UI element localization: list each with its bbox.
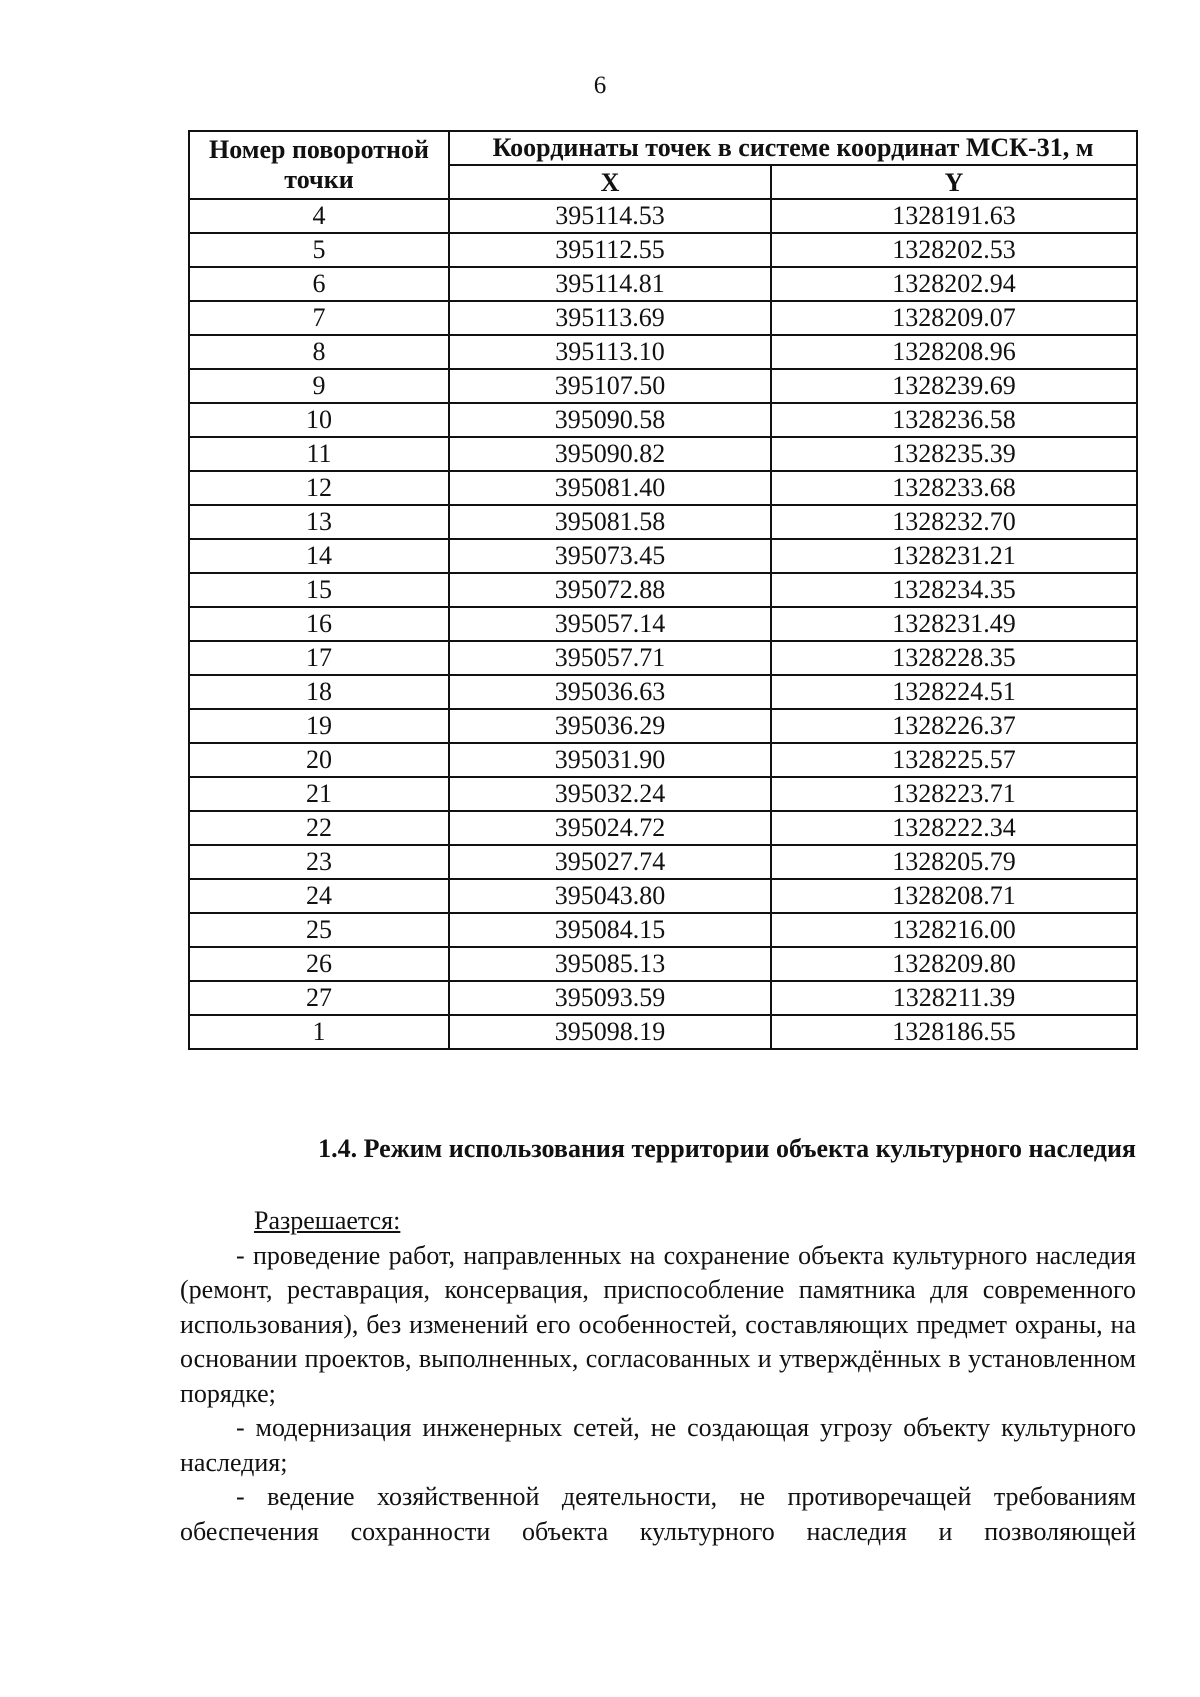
cell-x: 395084.15 bbox=[449, 913, 771, 947]
cell-point-number: 15 bbox=[189, 573, 449, 607]
cell-point-number: 16 bbox=[189, 607, 449, 641]
cell-y: 1328231.21 bbox=[771, 539, 1137, 573]
cell-y: 1328232.70 bbox=[771, 505, 1137, 539]
cell-y: 1328222.34 bbox=[771, 811, 1137, 845]
cell-x: 395031.90 bbox=[449, 743, 771, 777]
table-row bbox=[189, 743, 1137, 777]
coordinates-table bbox=[188, 130, 1138, 1050]
cell-y: 1328226.37 bbox=[771, 709, 1137, 743]
cell-x: 395098.19 bbox=[449, 1015, 771, 1049]
cell-point-number: 13 bbox=[189, 505, 449, 539]
cell-x: 395036.29 bbox=[449, 709, 771, 743]
header-y: Y bbox=[771, 165, 1137, 199]
cell-point-number: 12 bbox=[189, 471, 449, 505]
table-row bbox=[189, 335, 1137, 369]
cell-y: 1328223.71 bbox=[771, 777, 1137, 811]
table-row bbox=[189, 709, 1137, 743]
cell-y: 1328216.00 bbox=[771, 913, 1137, 947]
cell-y: 1328211.39 bbox=[771, 981, 1137, 1015]
header-coordinates: Координаты точек в системе координат МСК-31, м bbox=[449, 131, 1137, 165]
table-row bbox=[189, 811, 1137, 845]
table-row bbox=[189, 505, 1137, 539]
cell-y: 1328239.69 bbox=[771, 369, 1137, 403]
cell-y: 1328228.35 bbox=[771, 641, 1137, 675]
cell-y: 1328233.68 bbox=[771, 471, 1137, 505]
cell-point-number: 27 bbox=[189, 981, 449, 1015]
page-number: 6 bbox=[593, 72, 607, 99]
list-item: - модернизация инженерных сетей, не создающая угрозу объекту культурного наследия; bbox=[180, 1413, 1136, 1477]
cell-x: 395093.59 bbox=[449, 981, 771, 1015]
cell-y: 1328236.58 bbox=[771, 403, 1137, 437]
cell-point-number: 17 bbox=[189, 641, 449, 675]
table-row bbox=[189, 607, 1137, 641]
cell-y: 1328208.96 bbox=[771, 335, 1137, 369]
table-row bbox=[189, 573, 1137, 607]
section-body bbox=[180, 1204, 1136, 1549]
cell-point-number: 21 bbox=[189, 777, 449, 811]
cell-x: 395057.71 bbox=[449, 641, 771, 675]
cell-point-number: 6 bbox=[189, 267, 449, 301]
cell-point-number: 25 bbox=[189, 913, 449, 947]
cell-point-number: 7 bbox=[189, 301, 449, 335]
cell-x: 395073.45 bbox=[449, 539, 771, 573]
table-row bbox=[189, 675, 1137, 709]
cell-x: 395036.63 bbox=[449, 675, 771, 709]
table-row bbox=[189, 301, 1137, 335]
cell-y: 1328235.39 bbox=[771, 437, 1137, 471]
cell-point-number: 1 bbox=[189, 1015, 449, 1049]
cell-y: 1328186.55 bbox=[771, 1015, 1137, 1049]
cell-x: 395081.40 bbox=[449, 471, 771, 505]
table-row bbox=[189, 879, 1137, 913]
cell-point-number: 19 bbox=[189, 709, 449, 743]
cell-y: 1328225.57 bbox=[771, 743, 1137, 777]
cell-point-number: 24 bbox=[189, 879, 449, 913]
cell-x: 395081.58 bbox=[449, 505, 771, 539]
cell-x: 395027.74 bbox=[449, 845, 771, 879]
cell-x: 395107.50 bbox=[449, 369, 771, 403]
table-row bbox=[189, 845, 1137, 879]
table-row bbox=[189, 947, 1137, 981]
header-point-number: Номер поворотной точки bbox=[189, 131, 449, 199]
cell-x: 395057.14 bbox=[449, 607, 771, 641]
table-row bbox=[189, 913, 1137, 947]
table-row bbox=[189, 981, 1137, 1015]
cell-y: 1328202.94 bbox=[771, 267, 1137, 301]
cell-point-number: 5 bbox=[189, 233, 449, 267]
allowed-label: Разрешается: bbox=[254, 1206, 401, 1235]
cell-point-number: 18 bbox=[189, 675, 449, 709]
table-row bbox=[189, 539, 1137, 573]
cell-y: 1328231.49 bbox=[771, 607, 1137, 641]
table-row bbox=[189, 641, 1137, 675]
table-row bbox=[189, 1015, 1137, 1049]
table-row bbox=[189, 267, 1137, 301]
cell-point-number: 4 bbox=[189, 199, 449, 233]
cell-point-number: 26 bbox=[189, 947, 449, 981]
cell-point-number: 20 bbox=[189, 743, 449, 777]
table-row bbox=[189, 777, 1137, 811]
cell-x: 395114.53 bbox=[449, 199, 771, 233]
cell-point-number: 23 bbox=[189, 845, 449, 879]
cell-x: 395090.82 bbox=[449, 437, 771, 471]
cell-x: 395112.55 bbox=[449, 233, 771, 267]
cell-point-number: 10 bbox=[189, 403, 449, 437]
list-item: - ведение хозяйственной деятельности, не противоречащей требованиям обеспечения сохранности объекта культурного наследия и позволяющей bbox=[180, 1482, 1136, 1546]
cell-y: 1328234.35 bbox=[771, 573, 1137, 607]
cell-point-number: 22 bbox=[189, 811, 449, 845]
cell-x: 395032.24 bbox=[449, 777, 771, 811]
cell-point-number: 11 bbox=[189, 437, 449, 471]
header-x: X bbox=[449, 165, 771, 199]
cell-x: 395114.81 bbox=[449, 267, 771, 301]
table-row bbox=[189, 233, 1137, 267]
cell-y: 1328191.63 bbox=[771, 199, 1137, 233]
table-row bbox=[189, 437, 1137, 471]
cell-x: 395090.58 bbox=[449, 403, 771, 437]
cell-x: 395072.88 bbox=[449, 573, 771, 607]
section-heading: 1.4. Режим использования территории объекта культурного наследия bbox=[318, 1134, 1136, 1163]
cell-x: 395043.80 bbox=[449, 879, 771, 913]
cell-y: 1328202.53 bbox=[771, 233, 1137, 267]
cell-x: 395113.69 bbox=[449, 301, 771, 335]
cell-point-number: 9 bbox=[189, 369, 449, 403]
cell-y: 1328205.79 bbox=[771, 845, 1137, 879]
cell-x: 395113.10 bbox=[449, 335, 771, 369]
cell-x: 395024.72 bbox=[449, 811, 771, 845]
table-row bbox=[189, 369, 1137, 403]
cell-y: 1328208.71 bbox=[771, 879, 1137, 913]
cell-point-number: 14 bbox=[189, 539, 449, 573]
table-row bbox=[189, 471, 1137, 505]
table-row bbox=[189, 199, 1137, 233]
cell-point-number: 8 bbox=[189, 335, 449, 369]
table-body bbox=[189, 199, 1137, 1049]
table-row bbox=[189, 403, 1137, 437]
cell-x: 395085.13 bbox=[449, 947, 771, 981]
cell-y: 1328224.51 bbox=[771, 675, 1137, 709]
cell-y: 1328209.80 bbox=[771, 947, 1137, 981]
cell-y: 1328209.07 bbox=[771, 301, 1137, 335]
list-item: - проведение работ, направленных на сохранение объекта культурного наследия (ремонт, реставрация, консервация, приспособление памятника для современного использования), без изменений его особенностей, составляющих предмет охраны, на основании проектов, выполненных, согласованных и утверждённых в установленном порядке; bbox=[180, 1240, 1136, 1408]
